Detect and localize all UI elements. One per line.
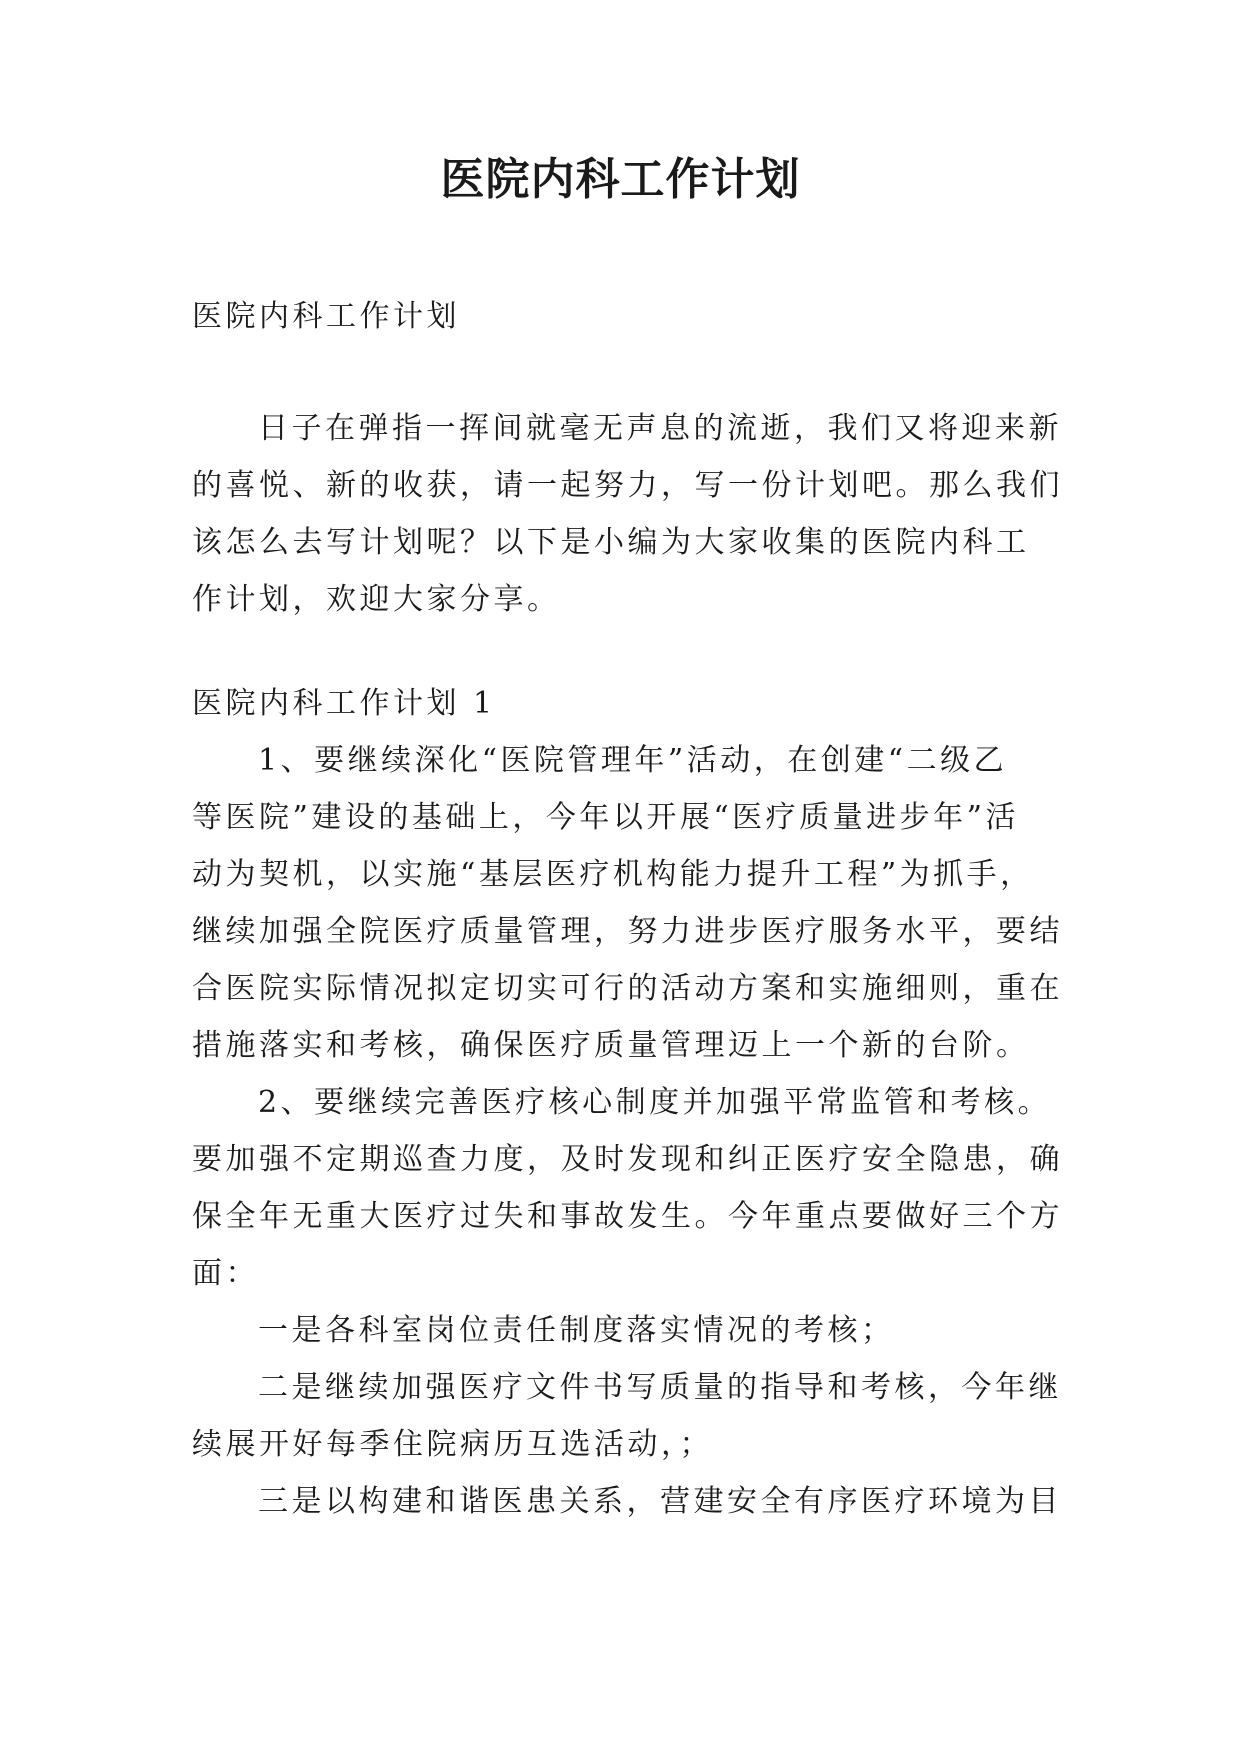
item-2-paragraph	[192, 1074, 1062, 1302]
paragraph-line: 日子在弹指一挥间就毫无声息的流逝，我们又将迎来新	[258, 411, 1062, 446]
paragraph-line: 二是继续加强医疗文件书写质量的指导和考核，今年继	[258, 1370, 1062, 1405]
paragraph-line: 动为契机，以实施“基层医疗机构能力提升工程”为抓手，	[192, 857, 1034, 892]
paragraph-line: 措施落实和考核，确保医疗质量管理迈上一个新的台阶。	[192, 1028, 1030, 1063]
paragraph-line: 三是以构建和谐医患关系，营建安全有序医疗环境为目	[258, 1484, 1062, 1519]
section-heading: 医院内科工作计划 1	[192, 686, 496, 721]
paragraph-line: 1、要继续深化“医院管理年”活动，在创建“二级乙	[258, 743, 1008, 778]
item-1-paragraph	[192, 732, 1062, 1074]
paragraph-line: 该怎么去写计划呢？以下是小编为大家收集的医院内科工	[192, 525, 1030, 560]
paragraph-line: 面：	[192, 1256, 259, 1291]
document-body	[192, 288, 1062, 1530]
paragraph-line: 续展开好每季住院病历互选活动，；	[192, 1427, 713, 1462]
paragraph-line: 继续加强全院医疗质量管理，努力进步医疗服务水平，要结	[192, 914, 1063, 949]
paragraph-line: 保全年无重大医疗过失和事故发生。今年重点要做好三个方	[192, 1199, 1063, 1234]
paragraph-line: 的喜悦、新的收获，请一起努力，写一份计划吧。那么我们	[192, 468, 1063, 503]
paragraph-line: 要加强不定期巡查力度，及时发现和纠正医疗安全隐患，确	[192, 1142, 1063, 1177]
point-2-paragraph	[192, 1359, 1062, 1473]
intro-paragraph	[192, 400, 1062, 628]
paragraph-line: 作计划，欢迎大家分享。	[192, 582, 561, 617]
paragraph-line: 合医院实际情况拟定切实可行的活动方案和实施细则，重在	[192, 971, 1063, 1006]
paragraph-line: 2、要继续完善医疗核心制度并加强平常监管和考核。	[258, 1085, 1052, 1120]
paragraph-line: 等医院”建设的基础上，今年以开展“医疗质量进步年”活	[192, 800, 1020, 835]
subtitle: 医院内科工作计划	[192, 299, 460, 334]
point-1-paragraph	[192, 1302, 1062, 1359]
point-3-paragraph	[192, 1473, 1062, 1530]
paragraph-line: 一是各科室岗位责任制度落实情况的考核；	[258, 1313, 895, 1348]
document-title: 医院内科工作计划	[440, 154, 801, 205]
